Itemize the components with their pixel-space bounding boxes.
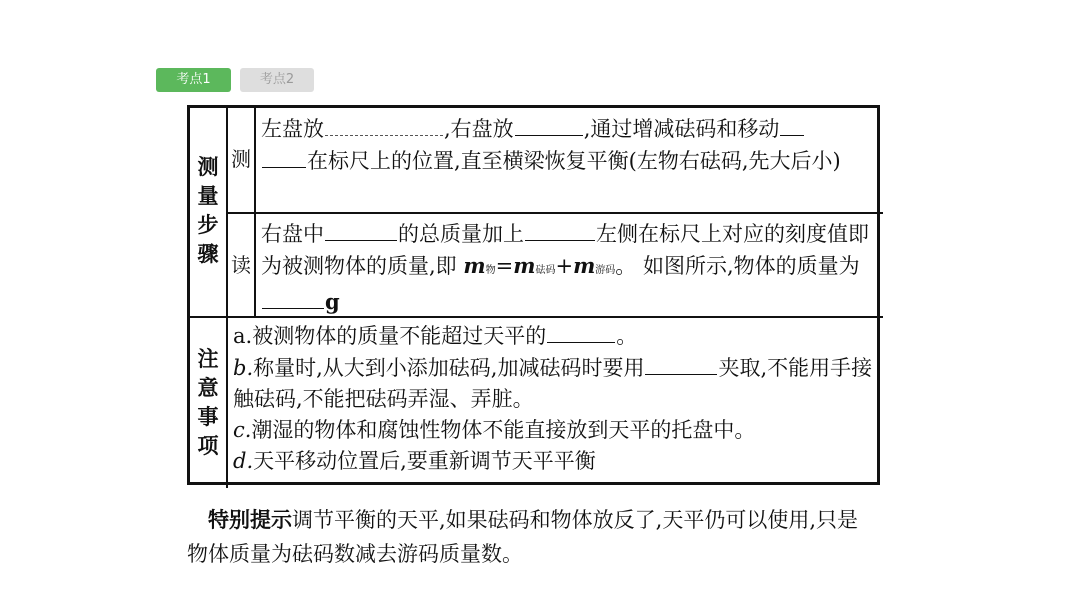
blank-fill (780, 113, 804, 136)
subscript: 游码 (595, 265, 616, 276)
row-label-read: 读 (231, 253, 251, 277)
math-op: = (495, 254, 514, 278)
blank-fill (262, 145, 306, 168)
blank-fill (547, 320, 615, 343)
text-segment: 夹取,不能用手接触砝码,不能把砝码弄湿、弄脏。 (233, 356, 873, 411)
item-letter: c. (233, 418, 252, 442)
content-table (187, 105, 880, 485)
math-m: m (463, 253, 486, 278)
subscript: 砝码 (535, 265, 556, 276)
tip-title: 特别提示 (208, 508, 292, 532)
blank-fill (645, 352, 717, 375)
label-char: 测 (197, 154, 219, 179)
unit-g: g (325, 289, 340, 314)
tab-kaodian-1[interactable]: 考点1 (156, 68, 231, 92)
text-segment: 天平移动位置后,要重新调节天平平衡 (253, 449, 596, 473)
label-char: 事 (197, 404, 219, 429)
math-m: m (513, 253, 536, 278)
subscript: 物 (485, 265, 496, 276)
text-segment: 。 (616, 324, 638, 348)
label-char: 骤 (197, 241, 219, 266)
blank-fill (325, 113, 443, 136)
precautions-text (233, 320, 878, 477)
tab-kaodian-2[interactable]: 考点2 (240, 68, 314, 92)
text-segment: ,右盘放 (444, 117, 514, 141)
table-divider (226, 316, 228, 488)
item-letter: b. (233, 356, 254, 380)
math-op: + (555, 254, 574, 278)
label-char: 项 (197, 433, 219, 458)
label-char: 步 (197, 212, 219, 237)
text-segment: ,通过增减砝码和移动 (583, 117, 780, 141)
text-segment: 。 如图所示,物体的质量为 (615, 254, 860, 278)
tip-text: 调节平衡的天平,如果砝码和物体放反了,天平仍可以使用,只是物体质量为砝码数减去游码质量数。 (187, 508, 859, 566)
label-char: 意 (197, 375, 219, 400)
section-label-measurement-steps (194, 152, 222, 268)
math-m: m (573, 253, 596, 278)
blank-fill (515, 113, 583, 136)
label-char: 注 (197, 346, 219, 371)
text-segment: 的总质量加上 (398, 222, 524, 246)
row-measure-text (261, 113, 873, 177)
blank-fill (525, 218, 595, 241)
label-char (194, 344, 222, 460)
text-segment: 左侧在标尺上对应的刻度值即为被测物体的质量,即 (261, 222, 869, 278)
item-letter: d. (233, 449, 254, 473)
text-segment: a.被测物体的质量不能超过天平的 (233, 324, 547, 348)
table-divider (227, 212, 883, 214)
row-read-text (261, 218, 873, 318)
special-tip (187, 503, 877, 571)
blank-fill (325, 218, 397, 241)
blank-fill (262, 286, 324, 309)
label-char: 量 (197, 183, 219, 208)
text-segment: 称量时,从大到小添加砝码,加减砝码时要用 (253, 356, 645, 380)
row-label-measure: 测 (231, 147, 251, 171)
text-segment: 潮湿的物体和腐蚀性物体不能直接放到天平的托盘中。 (251, 418, 756, 442)
section-label-precautions (194, 344, 222, 460)
label-char (194, 152, 222, 268)
text-segment: 右盘中 (261, 222, 324, 246)
text-segment: 左盘放 (261, 117, 324, 141)
text-segment: 在标尺上的位置,直至横梁恢复平衡(左物右砝码,先大后小) (307, 149, 841, 173)
